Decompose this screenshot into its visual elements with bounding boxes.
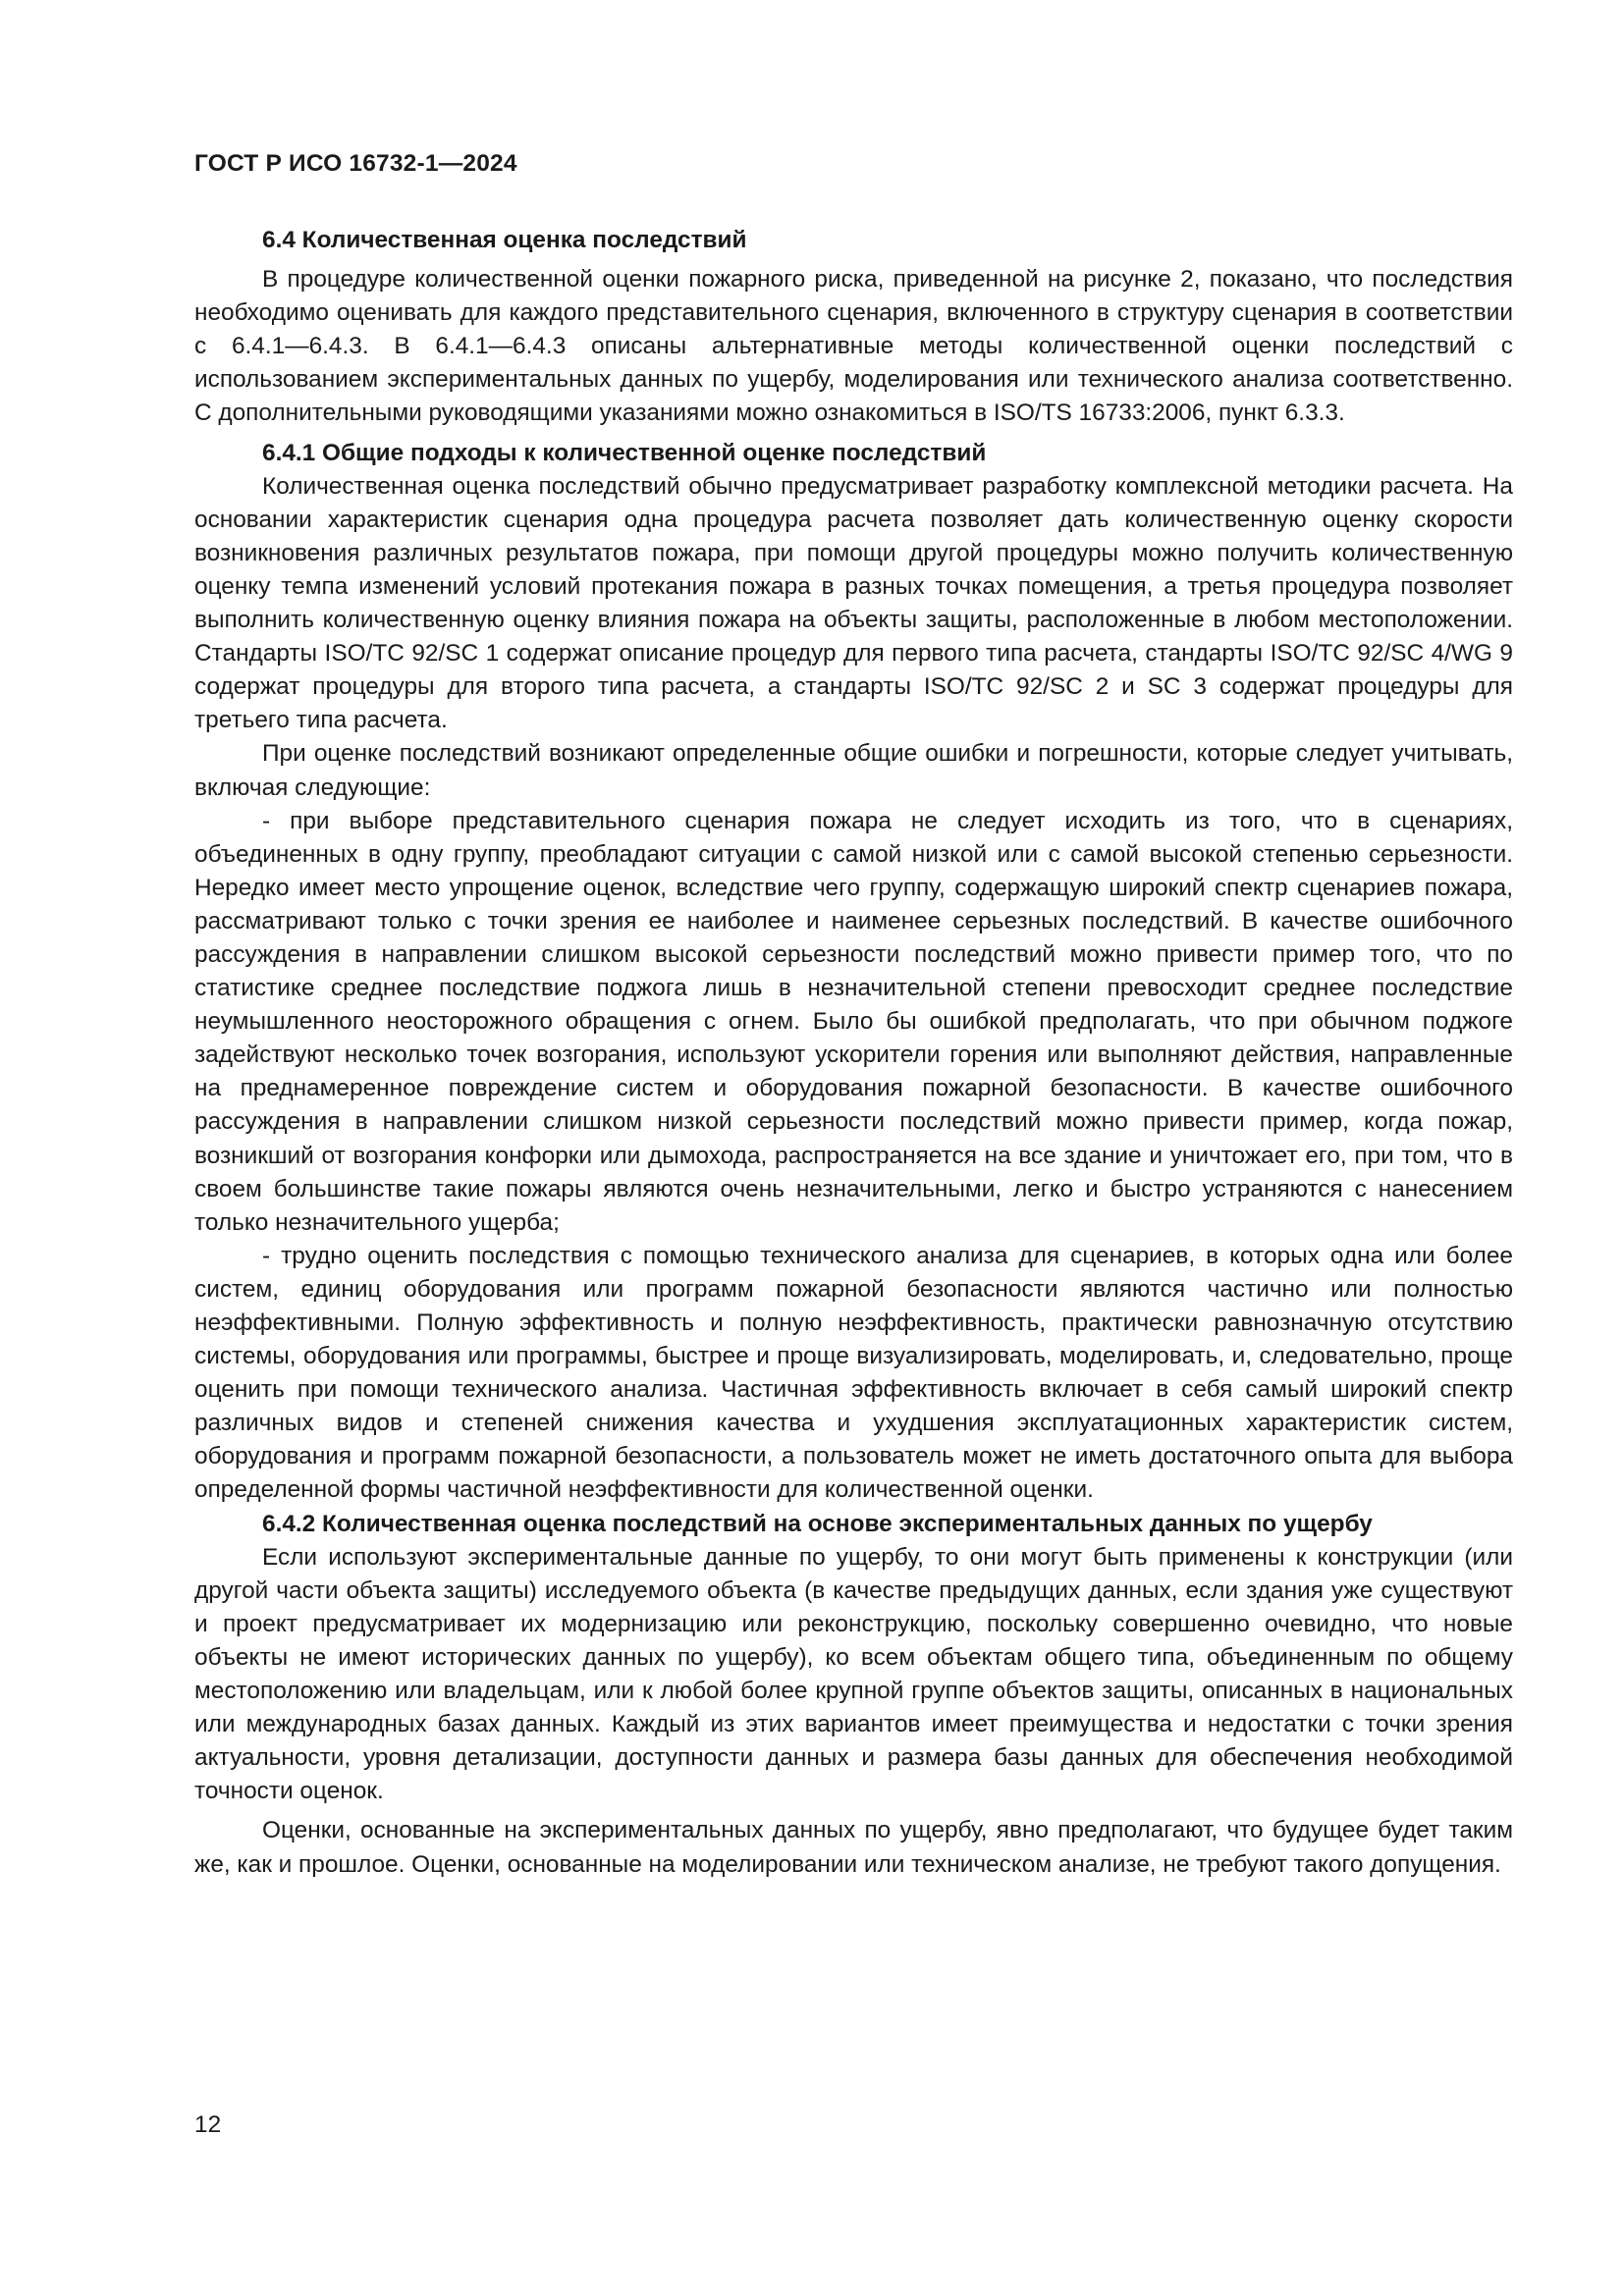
subsection-heading-6-4-2: 6.4.2 Количественная оценка последствий на основе экспериментальных данных по ущербу [262,1510,1373,1537]
standard-header: ГОСТ Р ИСО 16732-1—2024 [194,150,517,177]
paragraph: Оценки, основанные на экспериментальных данных по ущербу, явно предполагают, что будущее будет таким же, как и прошлое. Оценки, основанные на моделировании или техническом анализе, не требуют такого допущения. [194,1817,1513,1878]
subsection-heading-6-4-1: 6.4.1 Общие подходы к количественной оценке последствий [262,439,987,466]
document-body [194,224,1513,1882]
paragraph: Если используют экспериментальные данные по ущербу, то они могут быть применены к конструкции (или другой части объекта защиты) исследуемого объекта (в качестве предыдущих данных, если здания уже существуют и проект предусматривает их модернизацию или реконструкцию, поскольку совершенно очевидно, что новые объекты не имеют исторических данных по ущербу), ко всем объектам общего типа, объединенным по общему местоположению или владельцам, или к любой более крупной группе объектов защиты, описанных в национальных или международных базах данных. Каждый из этих вариантов имеет преимущества и недостатки с точки зрения актуальности, уровня детализации, доступности данных и размера базы данных для обеспечения необходимой точности оценок. [194,1543,1513,1805]
page-number: 12 [194,2111,222,2138]
list-item: - трудно оценить последствия с помощью технического анализа для сценариев, в которых одна или более систем, единиц оборудования или программ пожарной безопасности являются частично или полностью неэффективными. Полную эффективность и полную неэффективность, практически равнозначную отсутствию системы, оборудования или программы, быстрее и проще визуализировать, моделировать, и, следовательно, проще оценить при помощи технического анализа. Частичная эффективность включает в себя самый широкий спектр различных видов и степеней снижения качества и ухудшения эксплуатационных характеристик систем, оборудования и программ пожарной безопасности, а пользователь может не иметь достаточного опыта для выбора определенной формы частичной неэффективности для количественной оценки. [194,1242,1513,1504]
paragraph: Количественная оценка последствий обычно предусматривает разработку комплексной методики расчета. На основании характеристик сценария одна процедура расчета позволяет дать количественную оценку скорости возникновения различных результатов пожара, при помощи другой процедуры можно получить количественную оценку темпа изменений условий протекания пожара в разных точках помещения, а третья процедура позволяет выполнить количественную оценку влияния пожара на объекты защиты, расположенные в любом местоположении. Стандарты ISO/TC 92/SC 1 содержат описание процедур для первого типа расчета, стандарты ISO/TC 92/SC 4/WG 9 содержат процедуры для второго типа расчета, а стандарты ISO/TC 92/SC 2 и SC 3 содержат процедуры для третьего типа расчета. [194,472,1513,734]
paragraph: При оценке последствий возникают определенные общие ошибки и погрешности, которые следует учитывать, включая следующие: [194,740,1513,801]
section-heading-6-4: 6.4 Количественная оценка последствий [262,227,747,253]
list-item: - при выборе представительного сценария пожара не следует исходить из того, что в сценариях, объединенных в одну группу, преобладают ситуации с самой низкой или с самой высокой степенью серьезности. Нередко имеет место упрощение оценок, вследствие чего группу, содержащую широкий спектр сценариев пожара, рассматривают только с точки зрения ее наиболее и наименее серьезных последствий. В качестве ошибочного рассуждения в направлении слишком высокой серьезности последствий можно привести пример того, что по статистике среднее последствие поджога лишь в незначительной степени превосходит среднее последствие неумышленного неосторожного обращения с огнем. Было бы ошибкой предполагать, что при обычном поджоге задействуют несколько точек возгорания, используют ускорители горения или выполняют действия, направленные на преднамеренное повреждение систем и оборудования пожарной безопасности. В качестве ошибочного рассуждения в направлении слишком низкой серьезности последствий можно привести пример, когда пожар, возникший от возгорания конфорки или дымохода, распространяется на все здание и уничтожает его, при том, что в своем большинстве такие пожары являются очень незначительными, легко и быстро устраняются с нанесением только незначительного ущерба; [194,807,1513,1236]
section-intro-paragraph: В процедуре количественной оценки пожарного риска, приведенной на рисунке 2, показано, что последствия необходимо оценивать для каждого представительного сценария, включенного в структуру сценария в соответствии с 6.4.1—6.4.3. В 6.4.1—6.4.3 описаны альтернативные методы количественной оценки последствий с использованием экспериментальных данных по ущербу, моделирования или технического анализа соответственно. С дополнительными руководящими указаниями можно ознакомиться в ISO/TS 16733:2006, пункт 6.3.3. [194,266,1513,427]
